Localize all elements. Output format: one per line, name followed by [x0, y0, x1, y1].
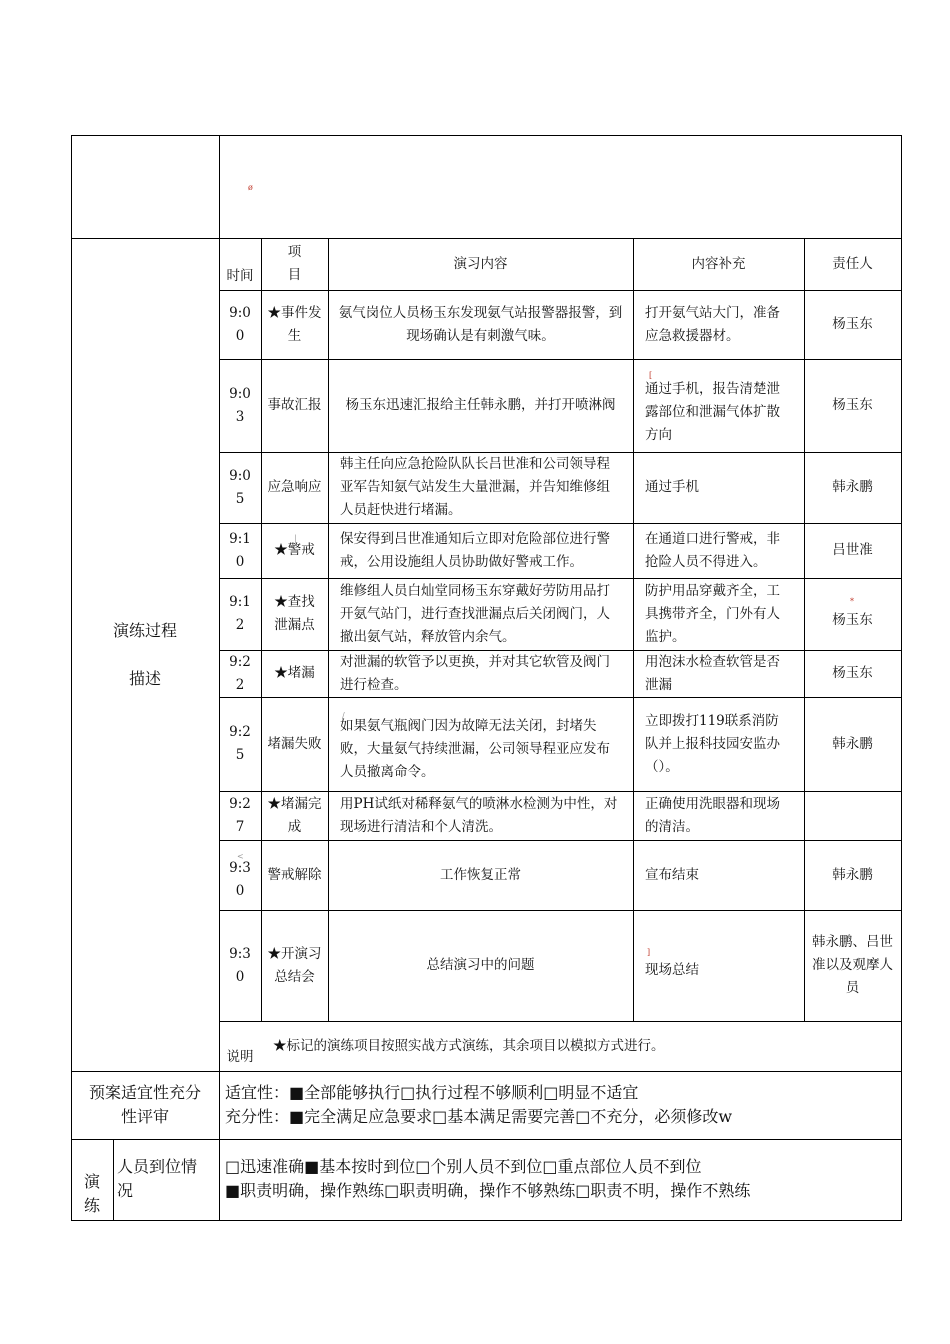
red-mark: ø: [248, 183, 253, 192]
row-owner: 杨玉东: [832, 397, 873, 413]
note-text: ★标记的演练项目按照实战方式演练，其余项目以模拟方式进行。: [273, 1037, 665, 1054]
review-label: 预案适宜性充分 性评审: [88, 1083, 201, 1126]
row-owner: 杨玉东: [832, 316, 873, 332]
drill-arrival: □迅速准确■基本按时到位□个别人员不到位□重点部位人员不到位: [225, 1157, 702, 1176]
row-owner: 杨玉东: [832, 665, 873, 681]
row-owner: 韩永鹏: [832, 479, 873, 495]
row-content: 对泄漏的软管予以更换，并对其它软管及阀门进行检查。: [340, 653, 610, 693]
header-time: 时间: [226, 268, 254, 284]
row-item: ★查找 泄漏点: [274, 594, 315, 633]
section-label: 演练过程 描述: [112, 620, 177, 688]
row-content: 总结演习中的问题: [426, 957, 535, 973]
row-content: 氨气岗位人员杨玉东发现氨气站报警器报警，到现场确认是有刺激气味。: [338, 304, 623, 344]
review-adequacy: 充分性：■完全满足应急要求□基本满足需要完善□不充分，必须修改w: [225, 1107, 733, 1126]
row-owner: 韩永鹏、吕世准以及观摩人员: [812, 934, 893, 996]
row-time: 9:3 0: [229, 945, 251, 985]
row-time: 9:2 5: [229, 724, 251, 763]
header-supplement: 内容补充: [691, 255, 746, 272]
header-owner: 责任人: [832, 255, 873, 272]
row-time: 9:2 7: [229, 795, 251, 835]
row-time: 9:0 3: [229, 385, 251, 425]
row-content: 用PH试纸对稀释氨气的喷淋水检测为中性，对现场进行清洁和个人清洗。: [340, 795, 618, 835]
row-content: 保安得到吕世准通知后立即对危险部位进行警戒，公用设施组人员协助做好警戒工作。: [340, 530, 610, 570]
note-label: 说明: [226, 1049, 254, 1065]
row-item: ★开演习 总结会: [267, 945, 322, 985]
faint-mark: |: [294, 534, 297, 543]
faint-mark: <: [237, 852, 244, 861]
row-owner: 韩永鹏: [832, 866, 873, 883]
row-content: 工作恢复正常: [440, 866, 521, 883]
red-mark: ]: [647, 948, 651, 957]
drill-content: [219, 1139, 901, 1220]
row-owner: 韩永鹏: [832, 735, 873, 752]
row-supplement: 现场总结: [645, 962, 699, 978]
row-time: 9:0 5: [229, 467, 251, 507]
row-item: ★堵漏完 成: [267, 795, 322, 835]
row-owner: 杨玉东: [832, 611, 873, 628]
row-time: 9:0 0: [229, 304, 251, 344]
drill-sublabel: 人员到位情 况: [117, 1157, 198, 1200]
row-time: 9:2 2: [229, 653, 251, 693]
row-time: 9:3 0: [229, 860, 251, 899]
row-item: ★堵漏: [274, 665, 315, 681]
row-time: 9:1 0: [229, 530, 251, 570]
row-item: 警戒解除: [267, 866, 322, 883]
faint-mark: /: [342, 711, 345, 720]
row-supplement: 正确使用洗眼器和现场的清洁。: [645, 795, 780, 835]
drill-label: 演 练: [83, 1172, 100, 1215]
row-item: 应急响应: [267, 479, 322, 495]
review-suitability: 适宜性：■全部能够执行□执行过程不够顺利□明显不适宜: [225, 1083, 639, 1102]
row-owner: [804, 791, 901, 840]
row-time: 9:1 2: [229, 594, 251, 633]
red-mark: [: [649, 371, 653, 380]
red-mark: *: [850, 597, 854, 606]
header-content: 演习内容: [453, 255, 508, 272]
row-supplement: 在通道口进行警戒，非抢险人员不得进入。: [645, 530, 780, 570]
row-supplement: 用泡沫水检查软管是否泄漏: [645, 653, 780, 693]
row-item: ★警戒: [274, 542, 315, 558]
row-content: 如果氨气瓶阀门因为故障无法关闭，封堵失败，大量氨气持续泄漏，公司领导程亚应发布人员撤离命令。: [340, 717, 610, 780]
row-item: 事故汇报: [267, 397, 322, 413]
row-content: 杨玉东迅速汇报给主任韩永鹏，并打开喷淋阀: [345, 397, 616, 413]
drill-duty: ■职责明确，操作熟练□职责明确，操作不够熟练□职责不明，操作不熟练: [225, 1181, 751, 1200]
row-supplement: 立即拨打119联系消防队并上报科技园安监办（）。: [645, 712, 780, 775]
row-supplement: 打开氨气站大门，准备应急救援器材。: [645, 304, 780, 344]
row-item: 堵漏失败: [267, 735, 322, 752]
row-item: ★事件发 生: [267, 304, 322, 344]
row-supplement: 防护用品穿戴齐全，工具携带齐全，门外有人监护。: [645, 582, 780, 645]
row-supplement: 通过手机，报告清楚泄露部位和泄漏气体扩散方向: [645, 381, 780, 443]
row-owner: 吕世准: [832, 542, 873, 558]
row-content: 维修组人员白灿堂同杨玉东穿戴好劳防用品打开氨气站门，进行查找泄漏点后关闭阀门，人撤出氨气站，释放管内余气。: [340, 582, 610, 645]
header-item: 项 目: [287, 244, 302, 283]
row-content: 韩主任向应急抢险队队长吕世准和公司领导程亚军告知氨气站发生大量泄漏，并告知维修组人员赶快进行堵漏。: [340, 456, 610, 518]
row-supplement: 宣布结束: [645, 866, 699, 883]
review-content: [219, 1071, 901, 1139]
row-supplement: 通过手机: [645, 479, 699, 495]
